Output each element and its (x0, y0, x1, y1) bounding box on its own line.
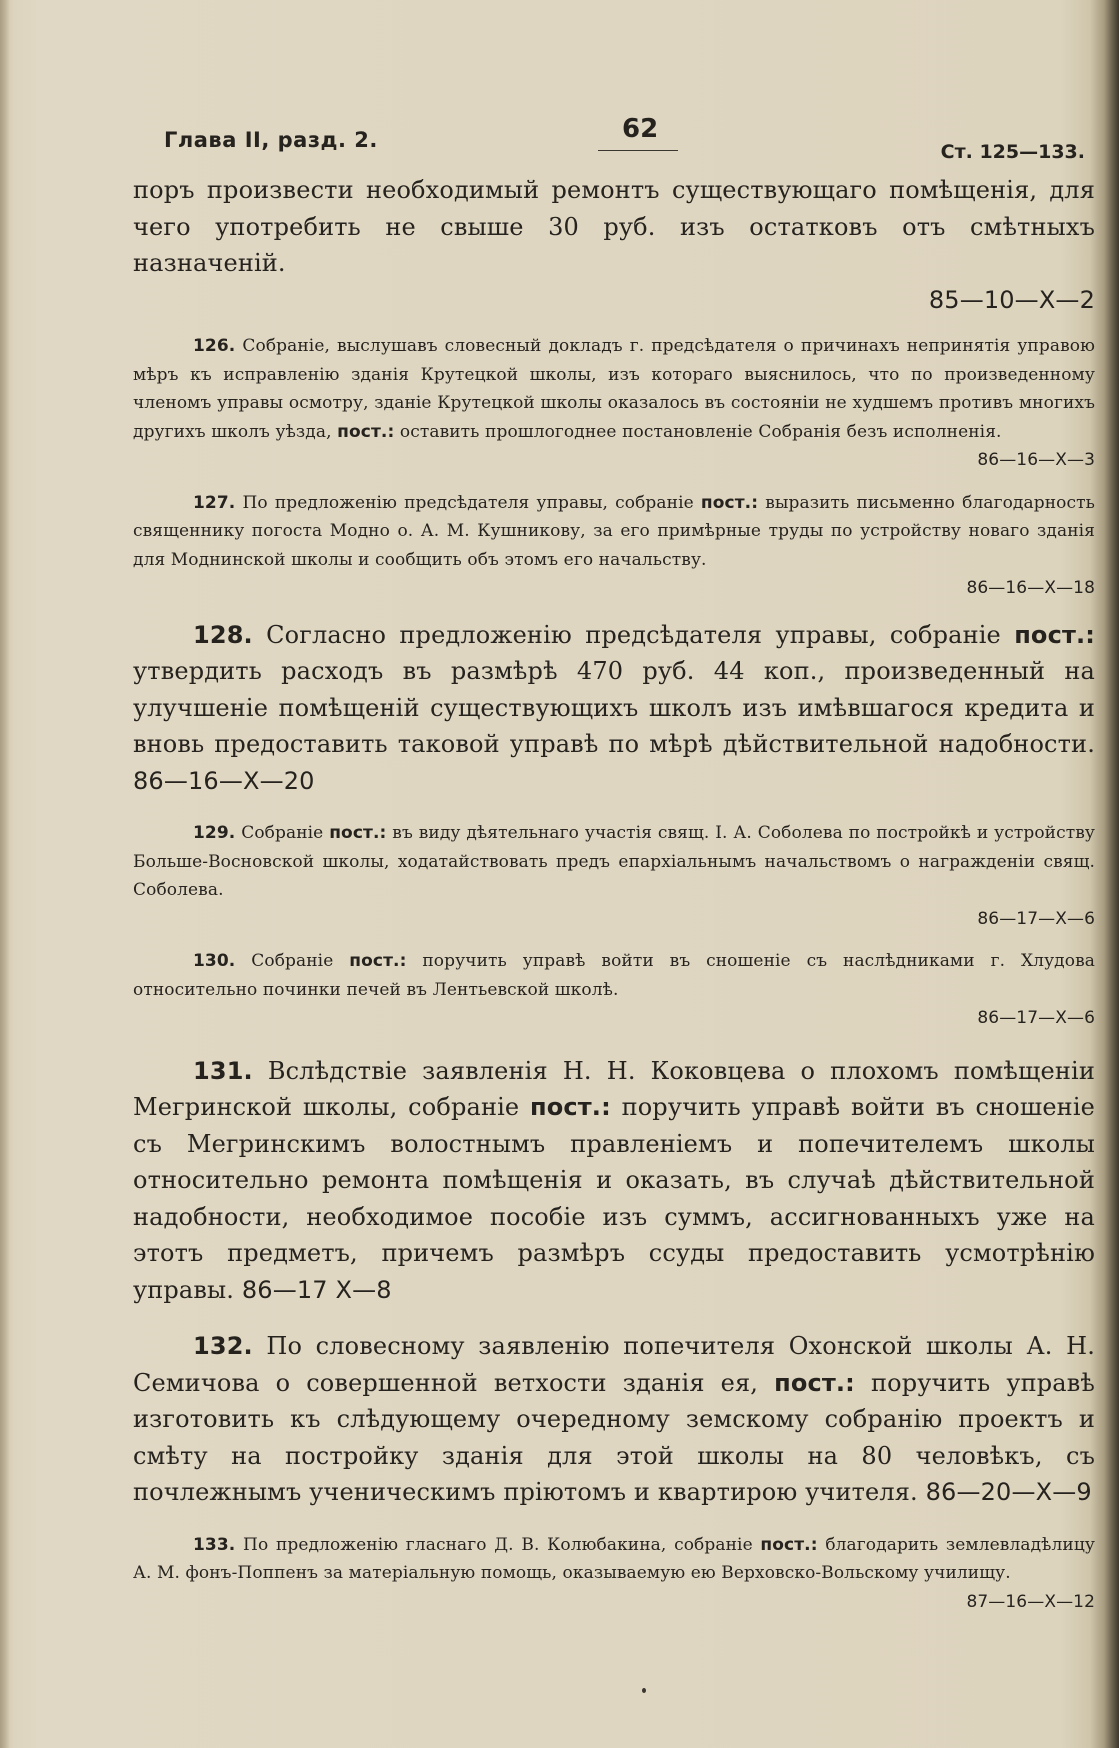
paragraph-text: По предложенію гласнаго Д. В. Колюбакина, собраніе (243, 1534, 753, 1555)
paragraph-reference: 86—16—X—3 (977, 450, 1095, 470)
paragraph-text: По словесному заявленію попечителя Охонской школы А. Н. Семичова о совершенной ветхости зданія ея, (133, 1332, 1095, 1397)
paragraph-text: поручить управѣ войти въ сношеніе съ Мегринскимъ волостнымъ правленіемъ и попечителемъ школы относительно ремонта помѣщенія и оказать, въ случаѣ дѣйствительной надобности, необходимое пособіе изъ суммъ, ассигнованныхъ уже на этотъ предметъ, причемъ размѣръ ссуды предоставить усмотрѣнію управы. (133, 1093, 1096, 1304)
paragraph-number: 130. (193, 951, 236, 971)
binding-shadow (0, 0, 10, 1748)
resolution-keyword: пост.: (1014, 620, 1096, 649)
paragraph-text: Согласно предложенію предсѣдателя управы, собраніе (266, 620, 1001, 649)
paragraph-text: выразить письменно благодарность священнику погоста Модно о. А. М. Кушникову, за его примѣрные труды по устройству новаго зданія для Моднинской школы и сообщить объ этомъ его начальству. (133, 492, 1095, 570)
paragraph-130 (133, 947, 1095, 1033)
paragraph-text: въ виду дѣятельнаго участія свящ. I. А. Соболева по постройкѣ и устройству Больше-Восновской школы, ходатайствовать предъ епархіальнымъ начальствомъ о награжденіи свящ. Соболева. (133, 823, 1095, 900)
paragraph-reference: 85—10—X—2 (928, 285, 1095, 314)
resolution-keyword: пост.: (337, 421, 395, 442)
paragraph-number: 126. (193, 336, 236, 356)
paragraph-125-continued (133, 172, 1095, 318)
paragraph-text: Собраніе (251, 951, 334, 971)
paragraph-text: поручить управѣ войти въ сношеніе съ наслѣдниками г. Хлудова относительно починки печей въ Лентьевской школѣ. (133, 951, 1095, 1000)
paragraph-126 (133, 332, 1095, 475)
resolution-keyword: пост.: (329, 823, 387, 843)
resolution-keyword: пост.: (774, 1368, 855, 1397)
paragraph-number: 132. (193, 1332, 253, 1360)
chapter-heading: Глава II, разд. 2. (164, 128, 378, 152)
paragraph-text: поручить управѣ изготовить къ слѣдующему очередному земскому собранію проектъ и смѣту на постройку зданія для этой школы на 80 человѣкъ, съ почлежнымъ ученическимъ пріютомъ и квартирою учителя. (133, 1368, 1096, 1506)
paragraph-reference: 86—16—X—20 (133, 766, 315, 795)
paragraph-reference: 86—16—X—18 (966, 578, 1095, 598)
paragraph-text: утвердить расходъ въ размѣрѣ 470 руб. 44 коп., произведенный на улучшеніе помѣщеній существующихъ школъ изъ имѣвшагося кредита и вновь предоставить таковой управѣ по мѣрѣ дѣйствительной надобности. (133, 657, 1095, 758)
paragraph-text: оставить прошлогоднее постановленіе Собранія безъ исполненія. (399, 421, 1002, 442)
paragraph-number: 127. (193, 492, 236, 513)
paragraph-reference: 86—17—X—6 (977, 908, 1095, 929)
paragraph-text: Вслѣдствіе заявленія Н. Н. Коковцева о плохомъ помѣщеніи Мегринской школы, собраніе (133, 1056, 1095, 1121)
running-header (160, 110, 1095, 170)
paragraph-131 (133, 1053, 1095, 1309)
document-body (133, 172, 1095, 1616)
page-number: 62 (622, 114, 659, 144)
paragraph-text: Собраніе, выслушавъ словесный докладъ г. предсѣдателя о причинахъ непринятія управою мѣръ къ исправленію зданія Крутецкой школы, изъ котораго выяснилось, что по произведенному членомъ управы осмотру, зданіе Крутецкой школы оказалось въ состояніи не худшемъ противъ многихъ другихъ школъ уѣзда, (133, 336, 1095, 442)
paragraph-reference: 86—17—X—6 (977, 1008, 1095, 1028)
paragraph-number: 133. (193, 1534, 236, 1555)
paragraph-133 (133, 1531, 1095, 1617)
paragraph-number: 128. (193, 620, 253, 649)
resolution-keyword: пост.: (530, 1093, 611, 1121)
paragraph-reference: 86—17 X—8 (241, 1275, 392, 1304)
paragraph-reference: 87—16—X—12 (966, 1591, 1095, 1612)
paragraph-reference: 86—20—X—9 (925, 1478, 1092, 1506)
article-range: Ст. 125—133. (940, 141, 1085, 163)
resolution-keyword: пост.: (349, 951, 407, 971)
resolution-keyword: пост.: (760, 1534, 818, 1555)
paragraph-132 (133, 1328, 1095, 1511)
paragraph-text: поръ произвести необходимый ремонтъ существующаго помѣщенія, для чего употребить не свыше 30 руб. изъ остатковъ отъ смѣтныхъ назначеній. (133, 176, 1095, 277)
paragraph-127 (133, 489, 1095, 603)
page-number-rule (598, 150, 678, 151)
paragraph-text: благодарить землевладѣлицу А. М. фонъ-Поппенъ за матеріальную помощь, оказываемую ею Верховско-Вольскому училищу. (133, 1534, 1095, 1583)
paragraph-number: 129. (193, 823, 236, 843)
print-speck (642, 1688, 646, 1693)
paragraph-number: 131. (193, 1056, 253, 1085)
resolution-keyword: пост.: (700, 492, 759, 513)
paragraph-text: Собраніе (241, 823, 324, 843)
paragraph-128 (133, 617, 1095, 800)
paragraph-text: По предложенію предсѣдателя управы, собраніе (242, 492, 694, 513)
paragraph-129 (133, 819, 1095, 933)
